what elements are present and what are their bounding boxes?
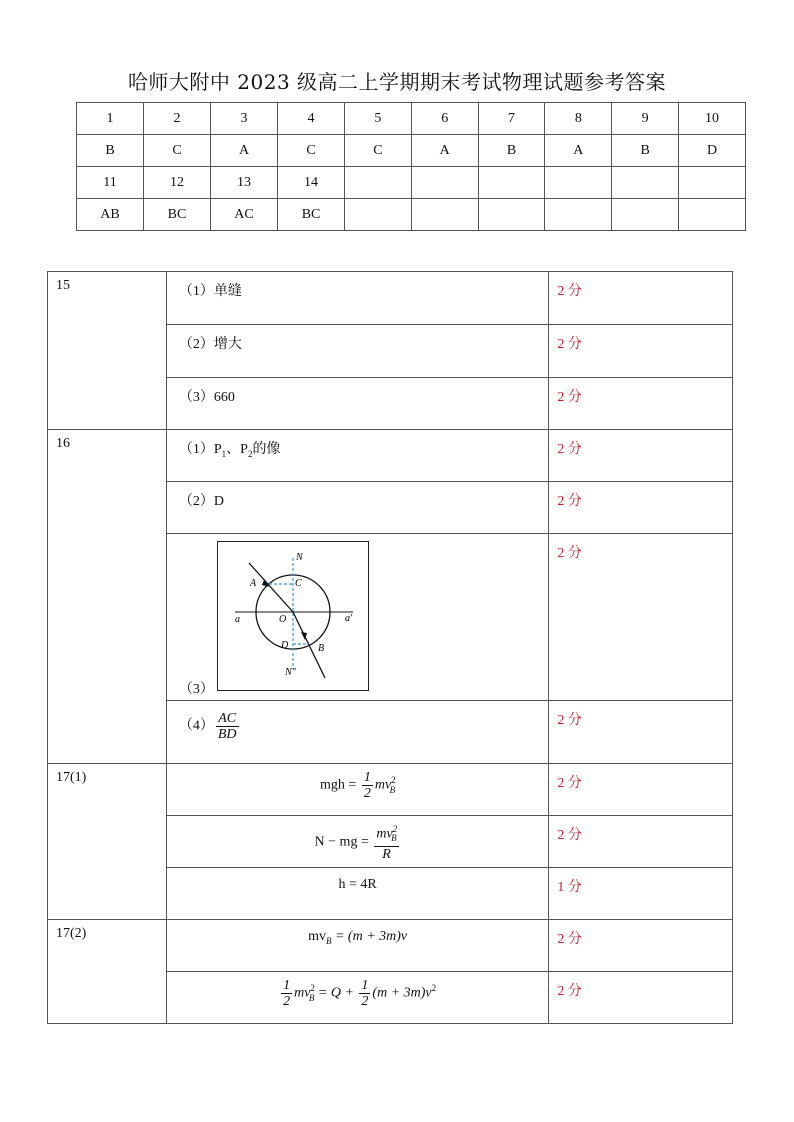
formula-text: (m + 3m)v	[372, 985, 432, 1001]
fraction-numerator: 1	[363, 770, 371, 785]
answer-choice-cell: D	[679, 135, 746, 167]
fraction-denominator: R	[382, 847, 391, 863]
formula-text: mgh =	[320, 777, 357, 793]
question-number-cell: 7	[478, 103, 545, 135]
answer-cell	[166, 430, 549, 482]
formula-text: mv	[308, 929, 326, 944]
question-number-cell: 8	[545, 103, 612, 135]
score-cell: 1 分	[549, 868, 733, 920]
label-N: N	[295, 552, 303, 563]
label-a: a	[234, 614, 240, 625]
score-cell: 2 分	[549, 701, 733, 764]
score-cell: 2 分	[549, 272, 733, 325]
item-label: （3）	[178, 682, 214, 697]
formula-cell: h = 4R	[166, 868, 549, 920]
label-A: A	[249, 578, 256, 589]
answer-cell: （2）D	[166, 482, 549, 534]
answer-choice-cell: A	[211, 135, 278, 167]
question-number: 15	[48, 272, 167, 430]
answer-choice-cell	[679, 199, 746, 231]
formula-text: mv	[374, 777, 392, 793]
question-number-cell	[411, 167, 478, 199]
answer-choice-cell	[411, 199, 478, 231]
subscript: B	[325, 935, 332, 946]
formula-text: = (m + 3m)v	[331, 929, 408, 944]
score-cell: 2 分	[549, 482, 733, 534]
formula-text: = Q +	[314, 985, 358, 1001]
label-N-double-prime: N″	[284, 667, 296, 678]
formula-text: mv	[294, 985, 311, 1001]
label-a-prime: a′	[344, 613, 353, 624]
answer-choice-cell: C	[345, 135, 412, 167]
formula-cell	[166, 764, 549, 816]
question-number-cell	[612, 167, 679, 199]
fraction-half	[359, 978, 370, 1009]
table-row	[48, 920, 733, 972]
answer-cell: （1）单缝	[166, 272, 549, 325]
question-number-cell	[545, 167, 612, 199]
fraction-numerator: 1	[361, 978, 369, 993]
answer-choice-cell: BC	[278, 199, 345, 231]
fraction-denominator: 2	[361, 994, 369, 1009]
fraction-denominator: BD	[217, 727, 237, 742]
fraction-mv2-r	[374, 822, 398, 862]
table-row	[48, 272, 733, 325]
formula-cell	[166, 816, 549, 868]
superscript: 2	[431, 983, 437, 994]
answer-cell	[166, 701, 549, 764]
score-cell: 2 分	[549, 430, 733, 482]
formula-text: N − mg =	[314, 834, 369, 850]
fraction-half	[362, 770, 373, 801]
answer-cell: （2）增大	[166, 325, 549, 378]
question-number-cell: 2	[144, 103, 211, 135]
formula-cell	[166, 920, 549, 972]
item-label: （4）	[178, 718, 214, 734]
answer-choice-cell	[545, 199, 612, 231]
answer-choice-cell: BC	[144, 199, 211, 231]
refraction-diagram	[217, 541, 369, 691]
fraction-numerator: AC	[216, 711, 239, 727]
question-number: 16	[48, 430, 167, 764]
question-number-cell: 4	[278, 103, 345, 135]
answer-table	[76, 102, 746, 231]
answer-choice-cell	[478, 199, 545, 231]
answer-choice-cell: B	[612, 135, 679, 167]
answer-text: 的像	[252, 442, 281, 457]
subscript: B	[308, 992, 315, 1003]
question-number-cell: 1	[77, 103, 144, 135]
label-D: D	[280, 640, 289, 651]
answer-choice-cell: A	[545, 135, 612, 167]
score-cell: 2 分	[549, 325, 733, 378]
detail-answer-table	[47, 271, 733, 1024]
question-number-cell: 6	[411, 103, 478, 135]
answer-row	[77, 199, 746, 231]
superscript: 2	[391, 775, 396, 786]
fraction-half	[281, 978, 292, 1009]
question-number-cell: 12	[144, 167, 211, 199]
label-O: O	[278, 614, 287, 625]
answer-choice-cell	[345, 199, 412, 231]
subscript: 1	[221, 448, 227, 459]
answer-choice-cell: AC	[211, 199, 278, 231]
answer-choice-cell	[612, 199, 679, 231]
answer-text: （1）P	[178, 442, 222, 457]
answer-choice-cell: C	[144, 135, 211, 167]
label-C: C	[294, 578, 302, 589]
score-cell: 2 分	[549, 920, 733, 972]
subscript: 2	[247, 448, 253, 459]
question-number-cell: 11	[77, 167, 144, 199]
question-number: 17(1)	[48, 764, 167, 920]
answer-cell: （3）660	[166, 378, 549, 430]
answer-text: 、P	[226, 442, 248, 457]
answer-row	[77, 167, 746, 199]
fraction-denominator: 2	[283, 994, 291, 1009]
page-title: 哈师大附中 2023 级高二上学期期末考试物理试题参考答案	[127, 70, 667, 94]
answer-row	[77, 135, 746, 167]
formula-cell	[166, 972, 549, 1024]
question-number-cell: 9	[612, 103, 679, 135]
question-number-cell: 13	[211, 167, 278, 199]
diagram-cell	[166, 534, 549, 701]
fraction-ac-bd	[216, 711, 239, 742]
formula-text: mv	[376, 826, 393, 842]
fraction-numerator: 1	[283, 978, 291, 993]
question-number-cell	[478, 167, 545, 199]
question-number-cell: 14	[278, 167, 345, 199]
answer-choice-cell: C	[278, 135, 345, 167]
score-cell: 2 分	[549, 378, 733, 430]
answer-choice-cell: AB	[77, 199, 144, 231]
question-number-cell: 5	[345, 103, 412, 135]
question-number-cell	[345, 167, 412, 199]
question-number: 17(2)	[48, 920, 167, 1024]
subscript: B	[389, 784, 396, 795]
answer-choice-cell: A	[411, 135, 478, 167]
question-number-cell	[679, 167, 746, 199]
answer-choice-cell: B	[478, 135, 545, 167]
answer-choice-cell: B	[77, 135, 144, 167]
subscript: B	[391, 833, 397, 844]
score-cell: 2 分	[549, 534, 733, 701]
superscript: 2	[392, 824, 398, 834]
question-number-cell: 3	[211, 103, 278, 135]
table-row	[48, 430, 733, 482]
score-cell: 2 分	[549, 972, 733, 1024]
score-cell: 2 分	[549, 764, 733, 816]
superscript: 2	[310, 983, 315, 994]
table-row	[48, 764, 733, 816]
fraction-numerator	[374, 822, 398, 847]
answer-row	[77, 103, 746, 135]
label-B: B	[317, 643, 324, 654]
fraction-denominator: 2	[363, 786, 371, 801]
score-cell: 2 分	[549, 816, 733, 868]
question-number-cell: 10	[679, 103, 746, 135]
